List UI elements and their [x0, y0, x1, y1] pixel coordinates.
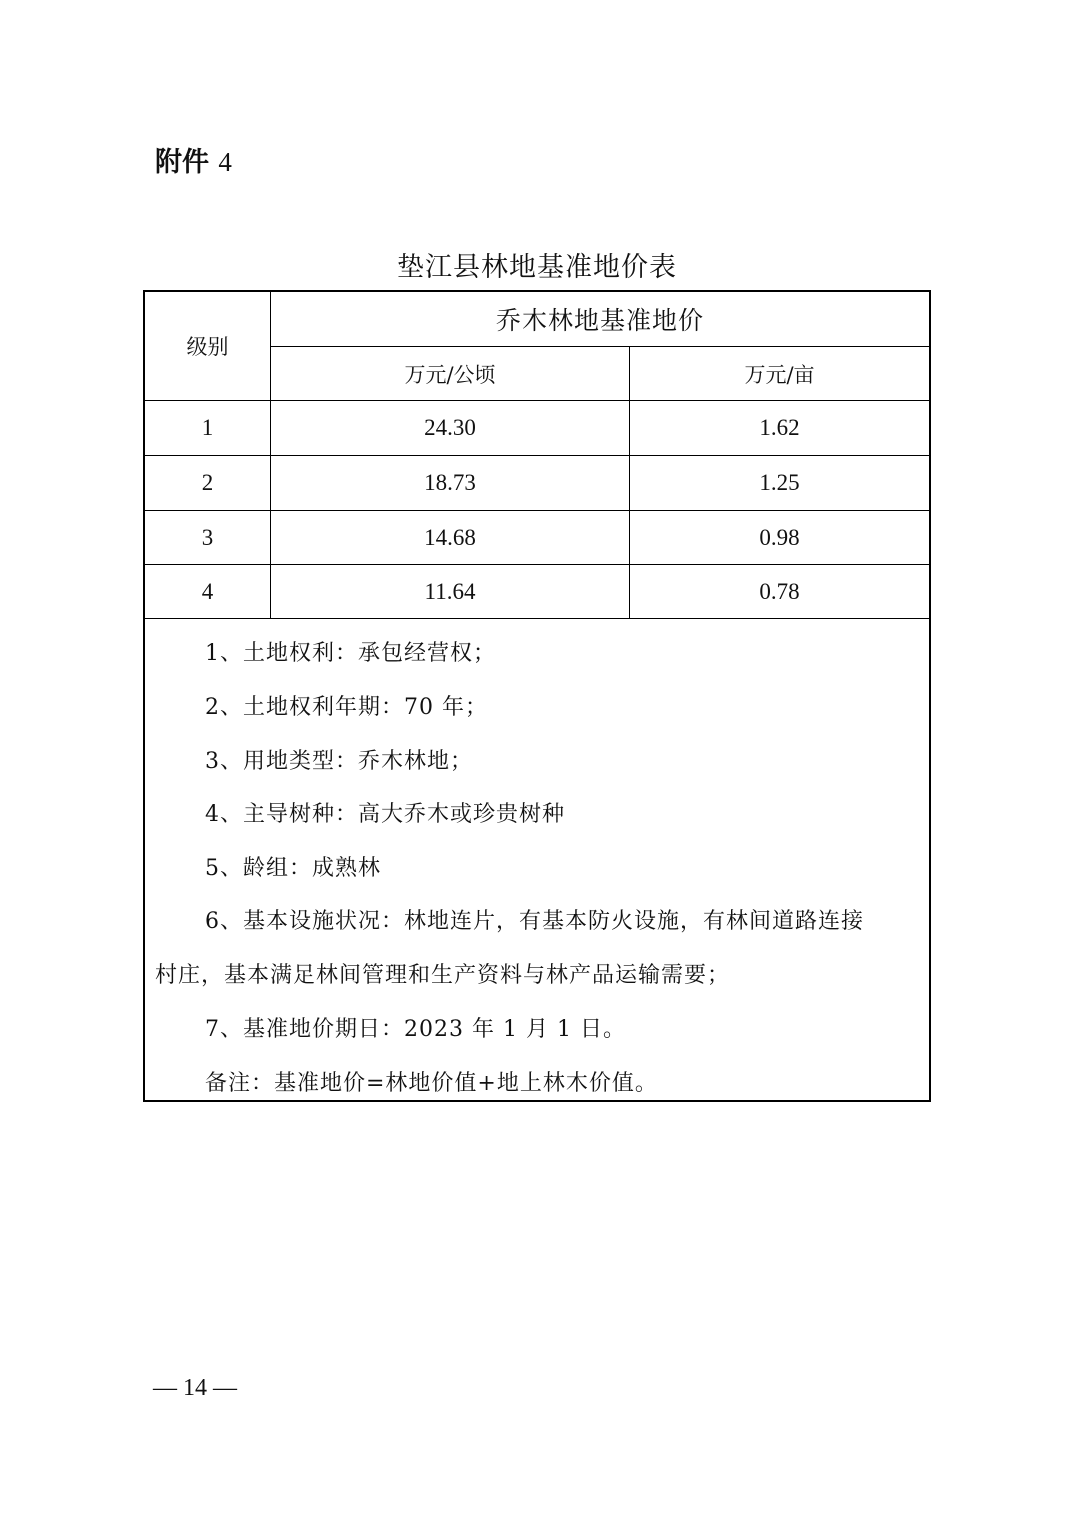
row-2-per-mu: 1.25 [759, 470, 800, 495]
row-2-level: 2 [201, 470, 214, 495]
note-line-3: 3、用地类型：乔木林地； [205, 749, 473, 774]
divider-table-notes [145, 618, 929, 619]
note-line-1: 1、土地权利：承包经营权； [205, 641, 496, 666]
page-number: — 14 — [153, 1375, 237, 1401]
row-3-per-hectare: 14.68 [424, 524, 476, 550]
land-price-table [143, 290, 931, 1102]
unit-header-mu: 万元/亩 [744, 362, 815, 387]
attachment-label [155, 142, 232, 183]
note-line-6: 6、基本设施状况：林地连片，有基本防火设施，有林间道路连接 [205, 909, 864, 934]
attachment-number: 4 [218, 147, 232, 177]
row-1-per-hectare: 24.30 [424, 415, 476, 440]
row-4-level: 4 [201, 578, 214, 604]
attachment-text: 附件 [155, 147, 209, 178]
note-remark: 备注：基准地价=林地价值+地上林木价值。 [205, 1071, 658, 1096]
note-line-4: 4、主导树种：高大乔木或珍贵树种 [205, 802, 565, 827]
row-4-per-hectare: 11.64 [424, 578, 476, 604]
document-title: 垫江县林地基准地价表 [397, 252, 677, 283]
note-line-5: 5、龄组：成熟林 [205, 856, 381, 881]
group-header: 乔木林地基准地价 [495, 306, 704, 335]
note-line-2: 2、土地权利年期：70 年； [205, 695, 488, 720]
level-header: 级别 [186, 335, 229, 359]
note-line-7: 7、基准地价期日：2023 年 1 月 1 日。 [205, 1017, 626, 1042]
row-3-per-mu: 0.98 [759, 524, 800, 550]
row-1-level: 1 [201, 415, 214, 440]
row-3-level: 3 [201, 524, 214, 550]
note-line-6-continued: 村庄，基本满足林间管理和生产资料与林产品运输需要； [155, 963, 731, 988]
row-4-per-mu: 0.78 [759, 578, 800, 604]
row-1-per-mu: 1.62 [759, 415, 800, 440]
unit-header-hectare: 万元/公顷 [404, 362, 496, 387]
row-2-per-hectare: 18.73 [424, 470, 476, 495]
